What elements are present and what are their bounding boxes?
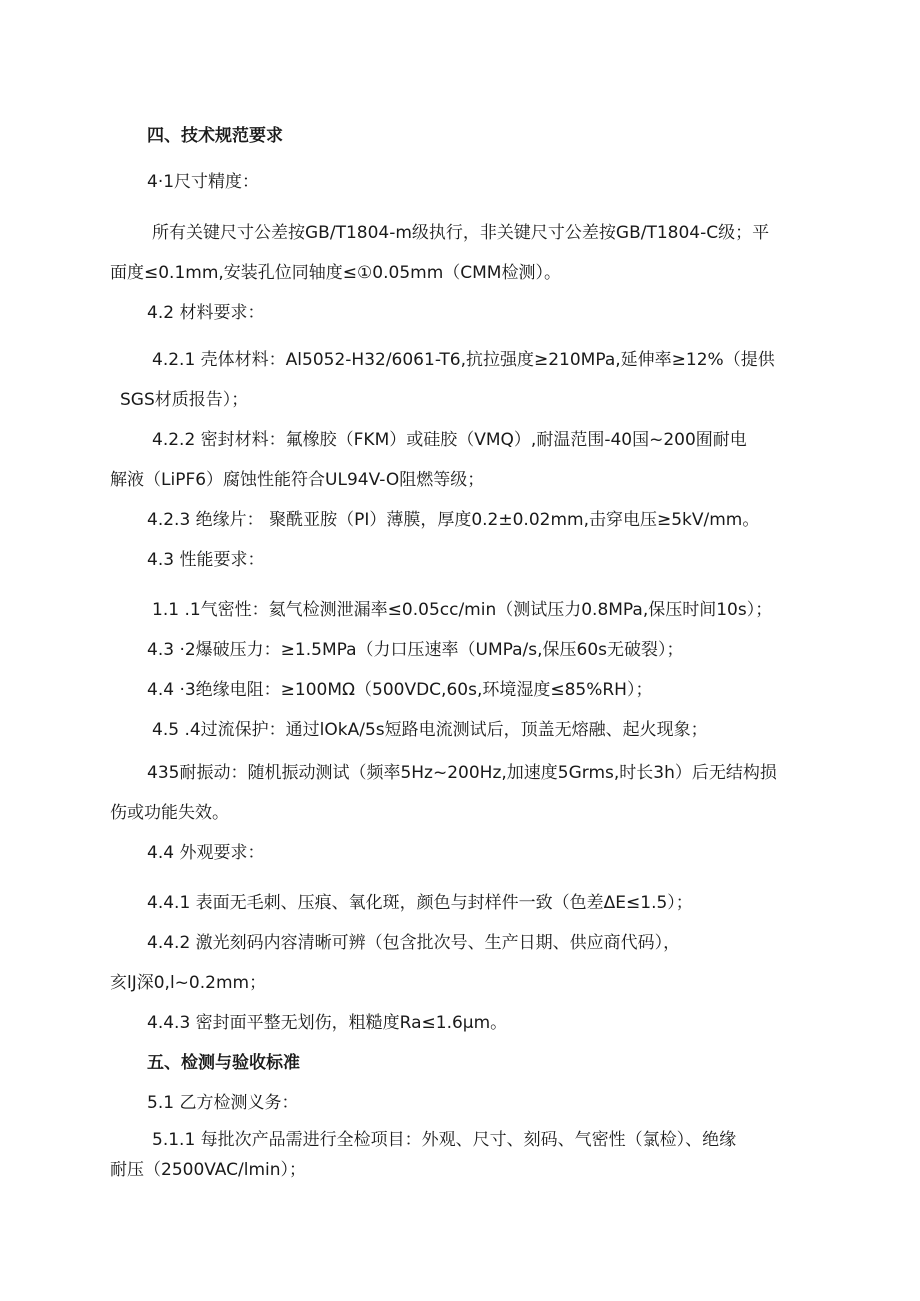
subsection-heading-5-1: 5.1 乙方检测义务：	[147, 1093, 299, 1113]
paragraph-line: 4.2.1 壳体材料：Al5052-H32/6061-T6,抗拉强度≥210MPa,延伸率≥12%（提供	[152, 350, 775, 370]
paragraph-line: 耐压（2500VAC/lmin）；	[110, 1160, 307, 1180]
paragraph-line: 4.2.2 密封材料：氟橡胶（FKM）或硅胶（VMQ）,耐温范围-40国~200囿耐电	[152, 430, 747, 450]
subsection-heading-4-1: 4·1尺寸精度：	[147, 172, 260, 192]
paragraph-line: SGS材质报告）；	[120, 390, 249, 410]
paragraph-line: 亥lJ深0,l~0.2mm；	[110, 973, 267, 993]
paragraph-line: 4.3 ·2爆破压力：≥1.5MPa（力口压速率（UMPa/s,保压60s无破裂）；	[147, 640, 684, 660]
paragraph-line: 5.1.1 每批次产品需进行全检项目：外观、尺寸、刻码、气密性（氯检）、绝缘	[152, 1130, 737, 1150]
paragraph-line: 4.4 ·3绝缘电阻：≥100MΩ（500VDC,60s,环境湿度≤85%RH）；	[147, 680, 653, 700]
paragraph-line: 4.4.2 激光刻码内容清晰可辨（包含批次号、生产日期、供应商代码），	[147, 933, 681, 953]
section-heading-4: 四、技术规范要求	[147, 126, 283, 146]
paragraph-line: 435耐振动：随机振动测试（频率5Hz~200Hz,加速度5Grms,时长3h）后无结构损	[147, 763, 777, 783]
paragraph-line: 4.2.3 绝缘片： 聚酰亚胺（PI）薄膜，厚度0.2±0.02mm,击穿电压≥5kV/mm。	[147, 510, 760, 530]
paragraph-line: 伤或功能失效。	[110, 803, 229, 823]
paragraph-line: 1.1 .1气密性：氦气检测泄漏率≤0.05cc/min（测试压力0.8MPa,保压时间10s）；	[152, 600, 773, 620]
paragraph-line: 解液（LiPF6）腐蚀性能符合UL94V-O阻燃等级；	[110, 470, 485, 490]
subsection-heading-4-4: 4.4 外观要求：	[147, 843, 265, 863]
paragraph-line: 4.5 .4过流保护：通过lOkA/5s短路电流测试后，顶盖无熔融、起火现象；	[152, 720, 708, 740]
subsection-heading-4-3: 4.3 性能要求：	[147, 550, 265, 570]
section-heading-5: 五、检测与验收标准	[147, 1053, 300, 1073]
subsection-heading-4-2: 4.2 材料要求：	[147, 303, 265, 323]
paragraph-line: 面度≤0.1mm,安装孔位同轴度≤①0.05mm（CMM检测）。	[110, 263, 561, 283]
paragraph-line: 4.4.3 密封面平整无划伤，粗糙度Ra≤1.6μm。	[147, 1013, 508, 1033]
paragraph-line: 所有关键尺寸公差按GB/T1804-m级执行，非关键尺寸公差按GB/T1804-C级；平	[152, 223, 770, 243]
paragraph-line: 4.4.1 表面无毛刺、压痕、氧化斑，颜色与封样件一致（色差ΔE≤1.5）；	[147, 893, 693, 913]
